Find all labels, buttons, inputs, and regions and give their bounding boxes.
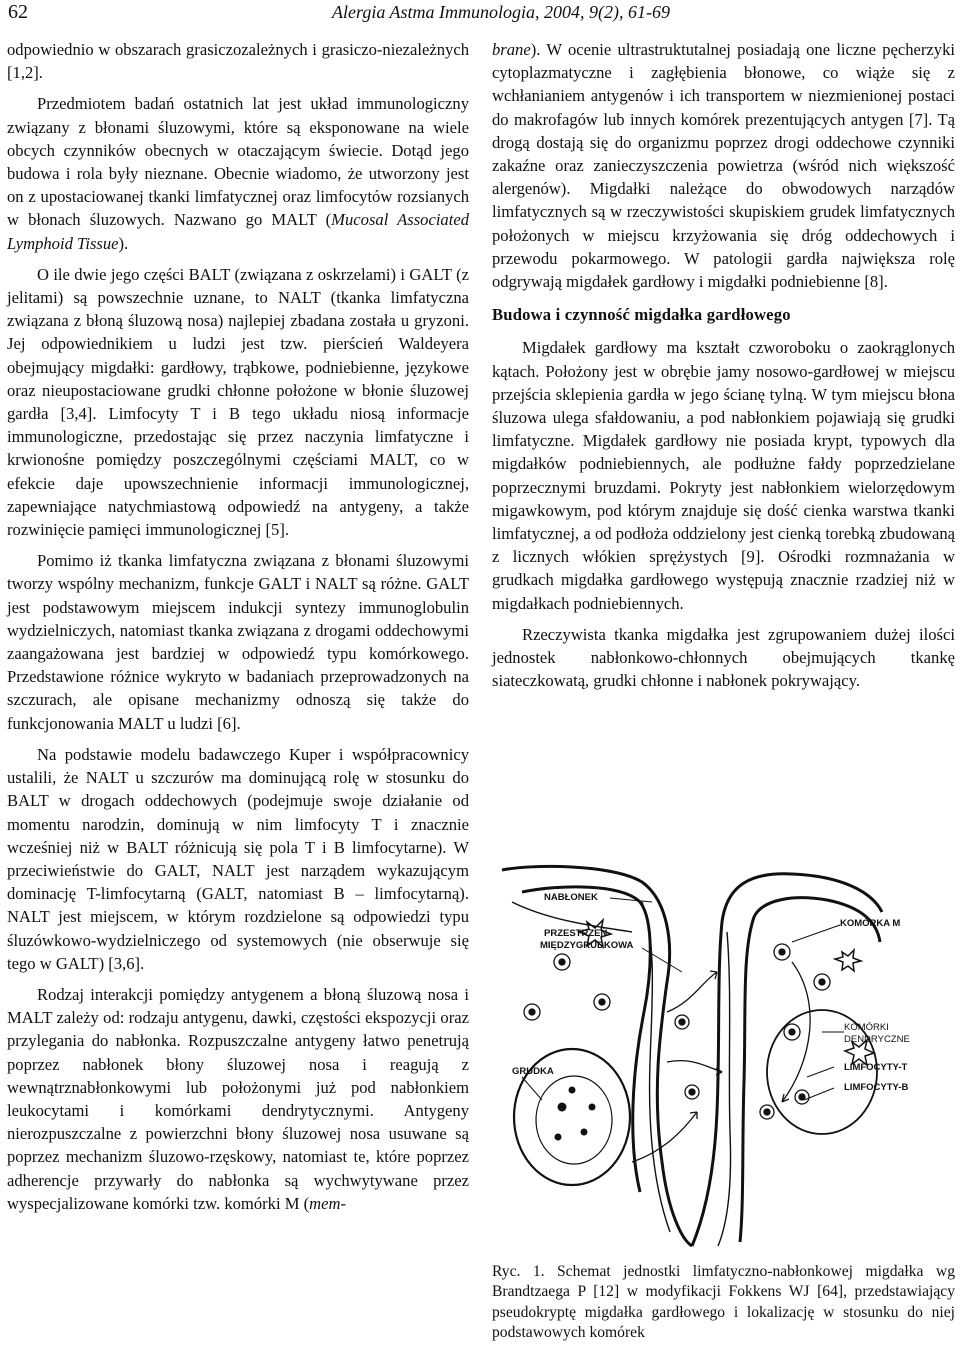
page-number: 62 [8,1,28,23]
label-komorki-dendryczne-1: KOMÓRKI [844,1022,889,1033]
paragraph: odpowiednio w obszarach grasiczozależnych i grasiczo-niezależnych [1,2]. [7,40,469,83]
label-komorki-dendryczne-2: DENDRYCZNE [844,1034,910,1045]
paragraph: Migdałek gardłowy ma kształt czworoboku o zaokrąglonych kątach. Położony jest w obrębie jamy nosowo-gardłowej w miejscu przejścia sklepienia gardła w jego ścianę tylną. W tym miejscu błona śluzowa ulega sfałdowaniu, a pod nabłonkiem pojawiają się grudki limfatyczne. Migdałek gardłowy nie posiada krypt, typowych dla migdałków podniebiennych, ale podłużne fałdy poprzedzielane poprzecznymi bruzdami. Pokryty jest nabłonkiem wielorzędowym migawkowym, pod którym znajduje się dość cienka warstwa tkanki limfatycznej, a od podłoża oddzielony jest cienką torebką zbudowaną z licznych włókien sprężystych [9]. Ośrodki rozmnażania w grudkach migdałka gardłowego występują znacznie rzadziej niż w migdałkach podniebiennych. [492,338,955,613]
paragraph: O ile dwie jego części BALT (związana z oskrzelami) i GALT (z jelitami) są powszechnie uznane, to NALT (tkanka limfatyczna związana z błoną śluzową nosa) najlepiej zbadana została u gryzoni. Jej odpowiednikiem u ludzi jest tzw. pierścień Waldeyera obejmujący migdałki: gardłowy, trąbkowe, podniebienne, językowe oraz nieupostaciowane grudki chłonne położone w błonie śluzowej gardła [3,4]. Limfocyty T i B tego układu niosą informacje immunologiczne, przedostając się przez naczynia limfatyczne i krwionośne pomiędzy poszczególnymi częściami MALT, co w efekcie daje upowszechnienie informacji immunologicznej, zapewniające natychmiastową odpowiedź na antygeny, a także rozwinięcie pamięci immunologicznej [5]. [7,264,469,540]
paragraph: brane). W ocenie ultrastruktutalnej posiadają one liczne pęcherzyki cytoplazmatyczne i zagłębienia błonowe, co wiąże się z wchłanianiem antygenów i ich transportem w niezmienionej postaci do makrofagów lub innych komórek prezentujących antygen [7]. Tą drogą dostają się do organizmu poprzez drogi oddechowe czynniki zakaźne oraz zanieczyszczenia powietrza (wśród nich większość alergenów). Migdałki należące do obwodowych narządów limfatycznych są w rzeczywistości skupiskiem grudek limfatycznych położonych w miejscu krzyżowania się dróg oddechowych i przewodu pokarmowego. W patologii gardła największa rolę odgrywają migdałek gardłowy i migdałki podniebienne [8]. [492,40,955,292]
page-header [0,0,960,36]
label-limfocyty-b: LIMFOCYTY-B [844,1082,909,1093]
paragraph: Na podstawie modelu badawczego Kuper i współpracownicy ustalili, że NALT u szczurów ma dominującą rolę w stosunku do BALT w drogach oddechowych (podejmuje swoje działanie od momentu narodzin, dominują w nim limfocyty T i znacznie wcześniej niż w BALT różnicują się pola T i B limfocytarne). W przeciwieństwie do GALT, NALT jest narządem wykazującym dominację T-limfocytarną (GALT, natomiast B – limfocytarną). NALT jest miejscem, w którym rozdzielone są odpowiedzi typu śluzówkowo-wydzielniczego od systemowych (nie obserwuje się tego w GALT) [3,6]. [7,744,469,973]
journal-citation: Alergia Astma Immunologia, 2004, 9(2), 61-69 [332,2,670,22]
paragraph: Przedmiotem badań ostatnich lat jest układ immunologiczny związany z błonami śluzowymi, które są eksponowane na wiele obcych czynników obecnych w otaczającym świecie. Dotąd jego budowa i rola były nieznane. Obecnie wiadomo, że utworzony jest on z upostaciowanej tkanki limfatycznej oraz limfocytów rozsianych w błonach śluzowych. Nazwano go MALT (Mucosal Associated Lymphoid Tissue). [7,94,470,253]
paragraph: Rodzaj interakcji pomiędzy antygenem a błoną śluzową nosa i MALT zależy od: rodzaju antygenu, dawki, częstości ekspozycji oraz przylegania do nabłonka. Rozpuszczalne antygeny łatwo penetrują poprzez nabłonek błony śluzowej nosa i reagują z wewnątrznabłonkowymi lub położonymi już pod nabłonkiem leukocytami i komórkami dendrytycznymi. Antygeny nierozpuszczalne z powierzchni błony śluzowej nosa usuwane są poprzez mechanizm śluzowo-rzęskowy, natomiast te, które poprzez adherencje przywarły do nabłonka są wychwytywane przez wyspecjalizowane komórki tzw. komórki M (mem- [7,984,469,1213]
right-column [492,38,955,700]
label-nablonek: NABŁONEK [544,892,598,903]
label-przestrzen-1: PRZESTRZEŃ [544,928,608,939]
section-heading: Budowa i czynność migdałka gardłowego [492,305,791,325]
label-grudka: GRUDKA [512,1066,554,1077]
label-komorka-m: KOMÓRKA M [840,918,901,929]
figure-diagram [492,862,955,1247]
figure-caption: Ryc. 1. Schemat jednostki limfatyczno-nabłonkowej migdałka wg Brandtzaega P [12] w modyfikacji Fokkens WJ [64], przedstawiający pseudokryptę migdałka gardłowego i lokalizację w stosunku do niej podstawowych komórek [492,1263,955,1342]
left-column [7,38,469,1223]
paragraph: Rzeczywista tkanka migdałka jest zgrupowaniem dużej ilości jednostek nabłonkowo-chłonnych obejmujących tkankę siateczkowatą, grudki chłonne i nabłonek pokrywający. [492,624,955,691]
label-limfocyty-t: LIMFOCYTY-T [844,1062,908,1073]
paragraph: Pomimo iż tkanka limfatyczna związana z błonami śluzowymi tworzy wspólny mechanizm, funkcje GALT i NALT są różne. GALT jest podstawowym miejscem indukcji syntezy immunoglobulin wydzielniczych, natomiast tkanka związana z drogami oddechowymi zaangażowana jest bardziej w odpowiedź typu komórkowego. Przedstawione różnice wykryto w badaniach przeprowadzonych na szczurach, ale opisane mechanizmy odnoszą się także do funkcjonowania MALT u ludzi [6]. [7,551,469,733]
epithelium-outline [502,866,882,1246]
label-przestrzen-2: MIĘDZYGRUDKOWA [540,940,634,951]
